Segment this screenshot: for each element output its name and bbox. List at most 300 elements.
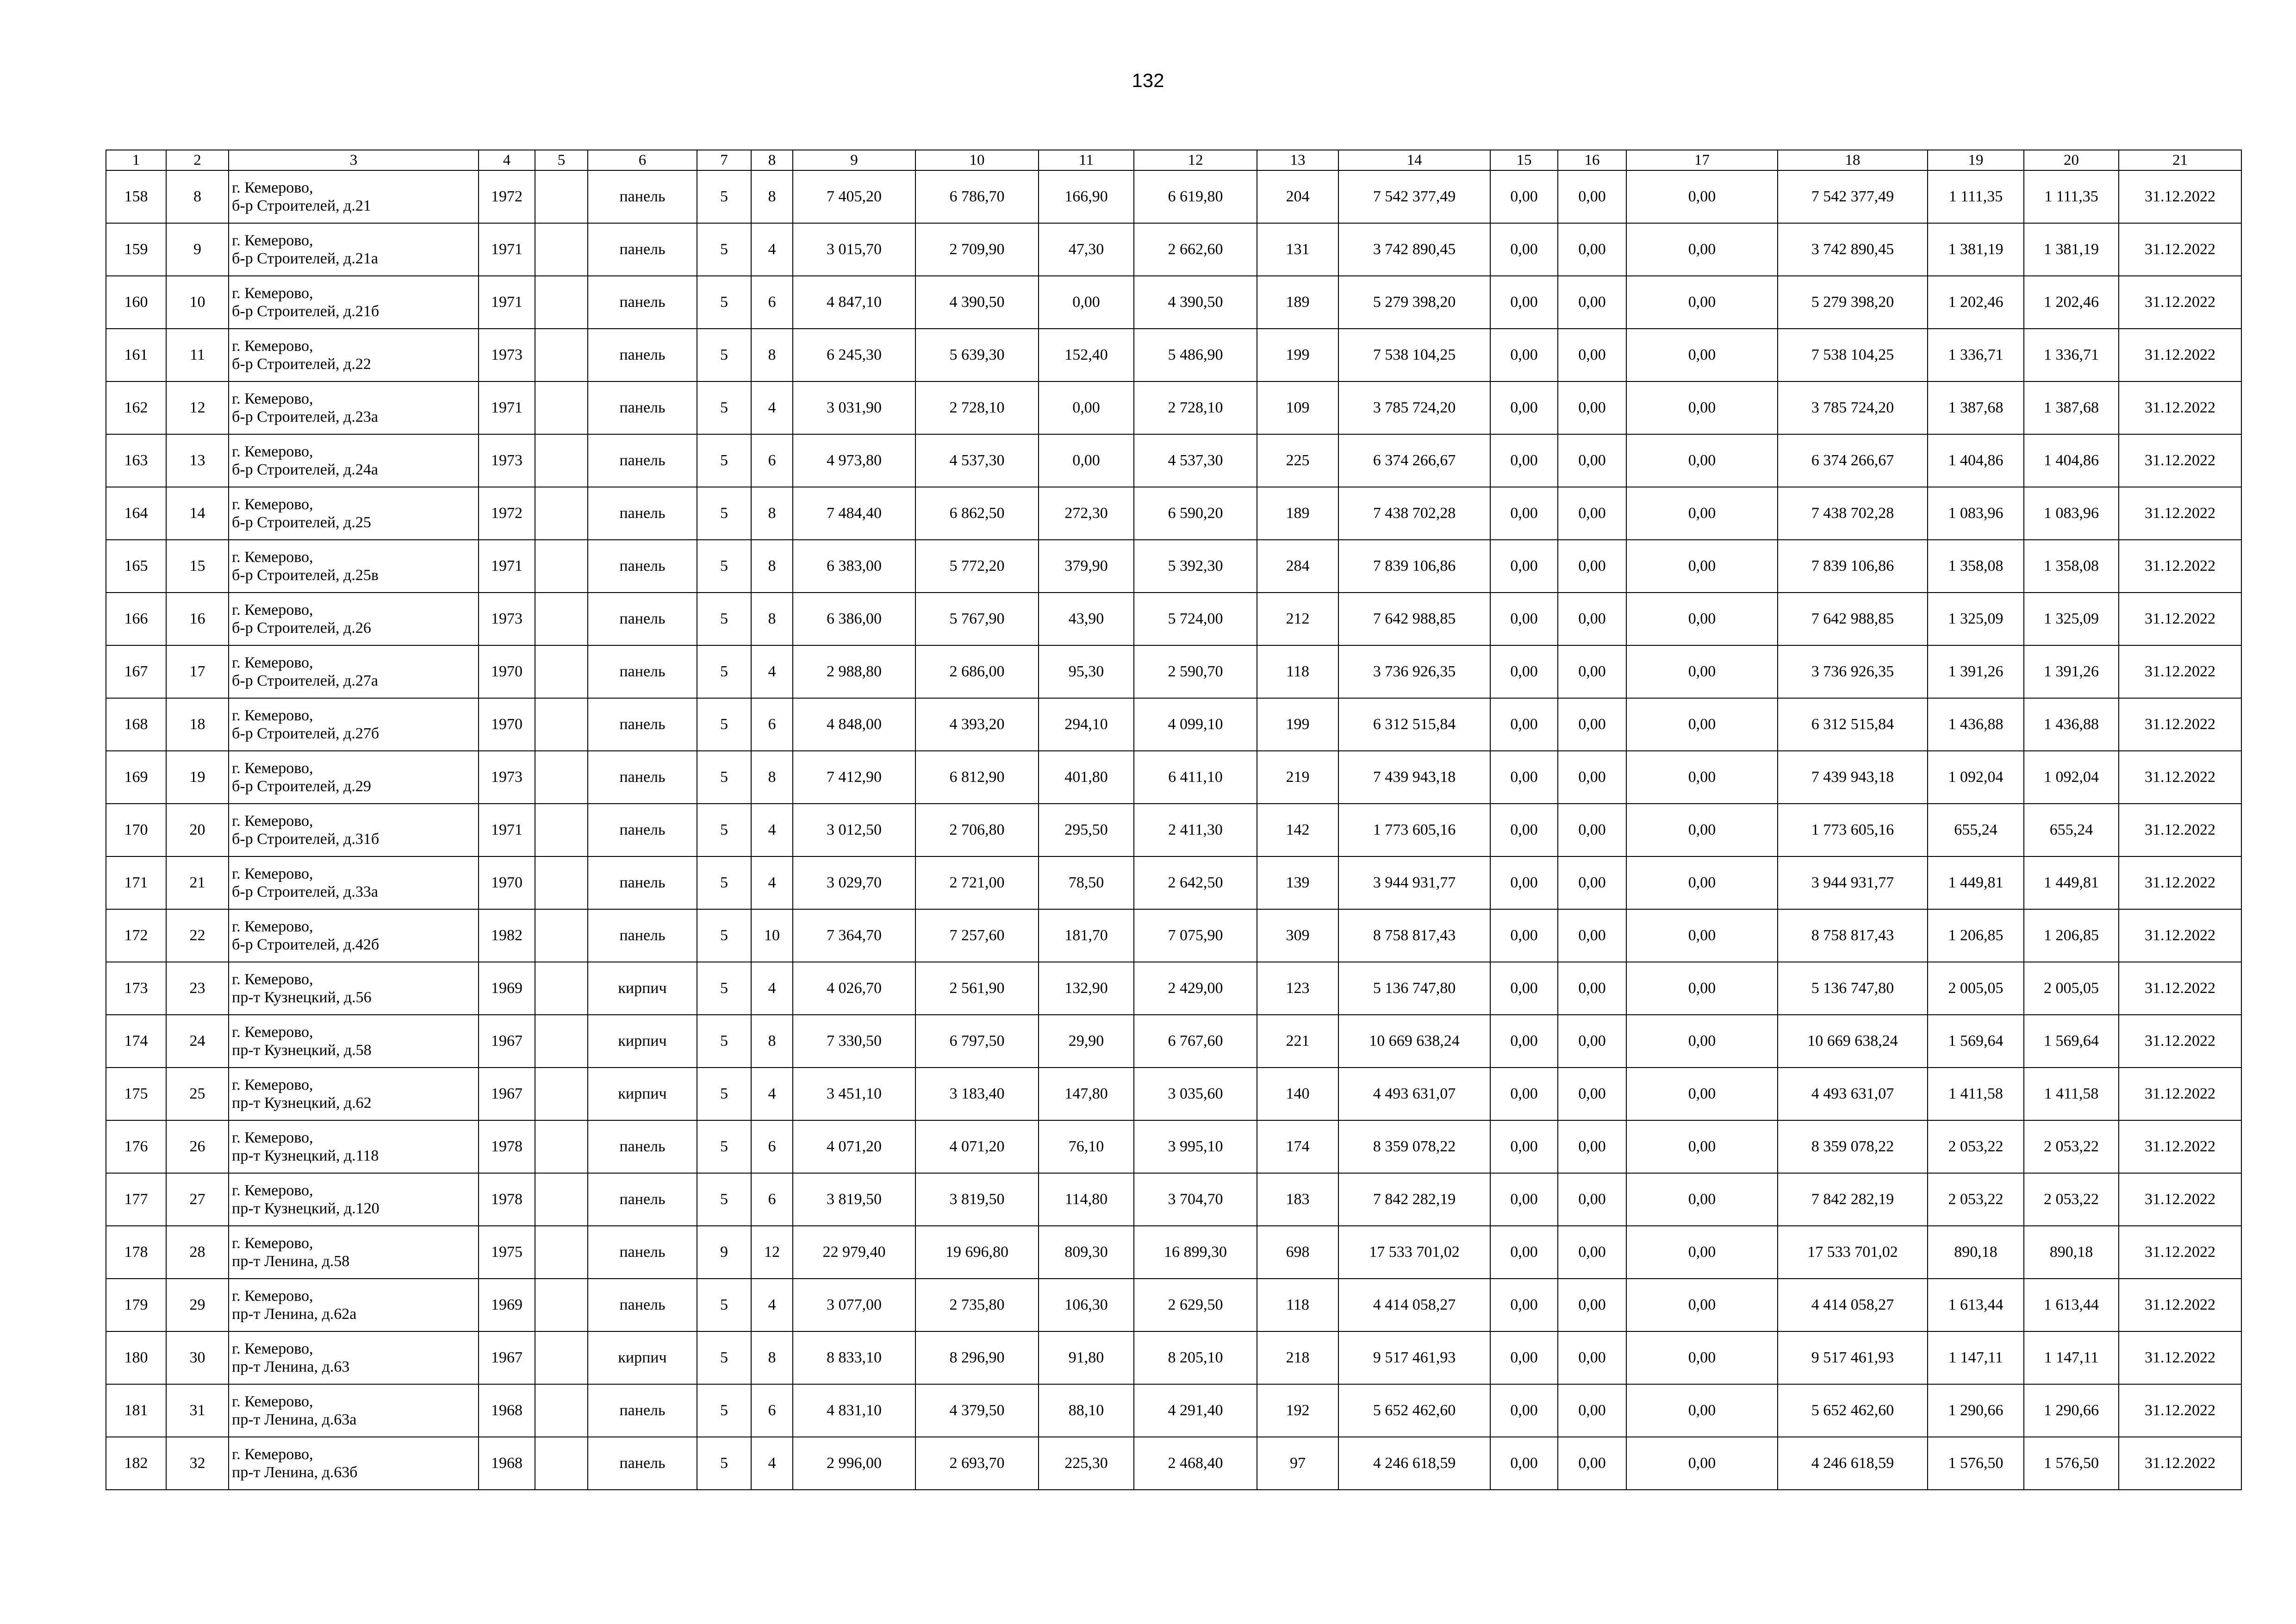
completion-date: 31.12.2022 xyxy=(2119,909,2241,962)
unit-cost: 2 053,22 xyxy=(1928,1120,2024,1173)
max-unit-cost: 1 111,35 xyxy=(2024,170,2119,223)
cell-col-5 xyxy=(535,1068,588,1120)
total-area: 2 988,80 xyxy=(793,645,915,698)
max-unit-cost: 1 336,71 xyxy=(2024,329,2119,381)
build-year: 1969 xyxy=(479,1279,535,1331)
row-number: 165 xyxy=(106,540,166,593)
item-number: 9 xyxy=(166,223,229,276)
residential-area: 4 537,30 xyxy=(1134,434,1257,487)
estimated-cost: 17 533 701,02 xyxy=(1338,1226,1490,1279)
item-number: 20 xyxy=(166,804,229,856)
build-year: 1982 xyxy=(479,909,535,962)
cell-col-5 xyxy=(535,856,588,909)
item-number: 15 xyxy=(166,540,229,593)
funds-federal: 0,00 xyxy=(1490,1331,1558,1384)
table-row xyxy=(106,1173,2241,1226)
max-unit-cost: 1 404,86 xyxy=(2024,434,2119,487)
premises-area: 6 862,50 xyxy=(915,487,1039,540)
funds-local: 0,00 xyxy=(1626,856,1778,909)
address-street: б-р Строителей, д.26 xyxy=(232,619,371,637)
entrances-count: 4 xyxy=(751,381,793,434)
total-area: 4 973,80 xyxy=(793,434,915,487)
build-year: 1971 xyxy=(479,540,535,593)
address-street: б-р Строителей, д.21а xyxy=(232,250,378,267)
floors-count: 5 xyxy=(697,540,751,593)
residents-count: 199 xyxy=(1257,329,1338,381)
address-cell xyxy=(229,487,479,540)
table-row xyxy=(106,434,2241,487)
table-row xyxy=(106,751,2241,804)
residential-area: 2 468,40 xyxy=(1134,1437,1257,1490)
address-city: г. Кемерово, xyxy=(232,179,313,196)
premises-area: 2 561,90 xyxy=(915,962,1039,1015)
total-area: 3 012,50 xyxy=(793,804,915,856)
premises-area: 6 797,50 xyxy=(915,1015,1039,1068)
funds-regional: 0,00 xyxy=(1558,1331,1626,1384)
common-area: 95,30 xyxy=(1039,645,1134,698)
floors-count: 5 xyxy=(697,804,751,856)
address-cell xyxy=(229,1173,479,1226)
entrances-count: 8 xyxy=(751,751,793,804)
funds-local: 0,00 xyxy=(1626,223,1778,276)
premises-area: 2 686,00 xyxy=(915,645,1039,698)
funds-regional: 0,00 xyxy=(1558,170,1626,223)
item-number: 8 xyxy=(166,170,229,223)
item-number: 30 xyxy=(166,1331,229,1384)
unit-cost: 1 111,35 xyxy=(1928,170,2024,223)
entrances-count: 6 xyxy=(751,276,793,329)
total-area: 4 848,00 xyxy=(793,698,915,751)
address-street: пр-т Кузнецкий, д.56 xyxy=(232,989,372,1006)
premises-area: 4 537,30 xyxy=(915,434,1039,487)
completion-date: 31.12.2022 xyxy=(2119,170,2241,223)
funds-owners: 6 312 515,84 xyxy=(1778,698,1928,751)
funds-federal: 0,00 xyxy=(1490,856,1558,909)
cell-col-5 xyxy=(535,540,588,593)
floors-count: 5 xyxy=(697,487,751,540)
address-city: г. Кемерово, xyxy=(232,812,313,830)
entrances-count: 4 xyxy=(751,1279,793,1331)
estimated-cost: 7 839 106,86 xyxy=(1338,540,1490,593)
entrances-count: 8 xyxy=(751,170,793,223)
floors-count: 5 xyxy=(697,1437,751,1490)
common-area: 225,30 xyxy=(1039,1437,1134,1490)
entrances-count: 12 xyxy=(751,1226,793,1279)
max-unit-cost: 1 147,11 xyxy=(2024,1331,2119,1384)
funds-regional: 0,00 xyxy=(1558,962,1626,1015)
estimated-cost: 5 652 462,60 xyxy=(1338,1384,1490,1437)
funds-regional: 0,00 xyxy=(1558,751,1626,804)
funds-regional: 0,00 xyxy=(1558,1279,1626,1331)
residents-count: 109 xyxy=(1257,381,1338,434)
funds-federal: 0,00 xyxy=(1490,487,1558,540)
floors-count: 9 xyxy=(697,1226,751,1279)
funds-federal: 0,00 xyxy=(1490,909,1558,962)
row-number: 176 xyxy=(106,1120,166,1173)
floors-count: 5 xyxy=(697,276,751,329)
address-city: г. Кемерово, xyxy=(232,706,313,724)
premises-area: 5 772,20 xyxy=(915,540,1039,593)
row-number: 160 xyxy=(106,276,166,329)
column-header: 21 xyxy=(2119,150,2241,170)
address-street: б-р Строителей, д.31б xyxy=(232,831,380,848)
total-area: 3 015,70 xyxy=(793,223,915,276)
funds-owners: 3 785 724,20 xyxy=(1778,381,1928,434)
funds-local: 0,00 xyxy=(1626,1120,1778,1173)
funds-federal: 0,00 xyxy=(1490,434,1558,487)
table-row xyxy=(106,909,2241,962)
address-city: г. Кемерово, xyxy=(232,970,313,988)
funds-federal: 0,00 xyxy=(1490,1173,1558,1226)
completion-date: 31.12.2022 xyxy=(2119,1437,2241,1490)
column-header: 6 xyxy=(588,150,697,170)
total-area: 7 330,50 xyxy=(793,1015,915,1068)
total-area: 4 847,10 xyxy=(793,276,915,329)
funds-federal: 0,00 xyxy=(1490,381,1558,434)
premises-area: 3 183,40 xyxy=(915,1068,1039,1120)
residential-area: 5 392,30 xyxy=(1134,540,1257,593)
unit-cost: 1 404,86 xyxy=(1928,434,2024,487)
wall-material: панель xyxy=(588,593,697,645)
column-header: 12 xyxy=(1134,150,1257,170)
funds-owners: 7 642 988,85 xyxy=(1778,593,1928,645)
wall-material: панель xyxy=(588,329,697,381)
residents-count: 139 xyxy=(1257,856,1338,909)
address-city: г. Кемерово, xyxy=(232,654,313,671)
residential-area: 3 704,70 xyxy=(1134,1173,1257,1226)
common-area: 181,70 xyxy=(1039,909,1134,962)
funds-owners: 5 279 398,20 xyxy=(1778,276,1928,329)
funds-owners: 8 359 078,22 xyxy=(1778,1120,1928,1173)
unit-cost: 1 083,96 xyxy=(1928,487,2024,540)
estimated-cost: 4 246 618,59 xyxy=(1338,1437,1490,1490)
max-unit-cost: 1 381,19 xyxy=(2024,223,2119,276)
address-street: пр-т Ленина, д.62а xyxy=(232,1305,357,1323)
total-area: 8 833,10 xyxy=(793,1331,915,1384)
funds-local: 0,00 xyxy=(1626,804,1778,856)
table-row xyxy=(106,1331,2241,1384)
item-number: 26 xyxy=(166,1120,229,1173)
build-year: 1975 xyxy=(479,1226,535,1279)
funds-owners: 17 533 701,02 xyxy=(1778,1226,1928,1279)
address-street: б-р Строителей, д.21б xyxy=(232,303,380,320)
row-number: 181 xyxy=(106,1384,166,1437)
build-year: 1967 xyxy=(479,1068,535,1120)
cell-col-5 xyxy=(535,1120,588,1173)
entrances-count: 4 xyxy=(751,1068,793,1120)
common-area: 166,90 xyxy=(1039,170,1134,223)
cell-col-5 xyxy=(535,1384,588,1437)
funds-regional: 0,00 xyxy=(1558,276,1626,329)
funds-federal: 0,00 xyxy=(1490,751,1558,804)
completion-date: 31.12.2022 xyxy=(2119,856,2241,909)
funds-owners: 5 652 462,60 xyxy=(1778,1384,1928,1437)
funds-regional: 0,00 xyxy=(1558,1068,1626,1120)
item-number: 21 xyxy=(166,856,229,909)
address-city: г. Кемерово, xyxy=(232,1340,313,1357)
estimated-cost: 7 439 943,18 xyxy=(1338,751,1490,804)
item-number: 24 xyxy=(166,1015,229,1068)
entrances-count: 8 xyxy=(751,1015,793,1068)
address-cell xyxy=(229,1279,479,1331)
column-header: 15 xyxy=(1490,150,1558,170)
residential-area: 2 411,30 xyxy=(1134,804,1257,856)
funds-regional: 0,00 xyxy=(1558,1120,1626,1173)
residents-count: 97 xyxy=(1257,1437,1338,1490)
max-unit-cost: 1 325,09 xyxy=(2024,593,2119,645)
total-area: 22 979,40 xyxy=(793,1226,915,1279)
unit-cost: 1 358,08 xyxy=(1928,540,2024,593)
address-cell xyxy=(229,698,479,751)
entrances-count: 6 xyxy=(751,434,793,487)
total-area: 2 996,00 xyxy=(793,1437,915,1490)
entrances-count: 4 xyxy=(751,804,793,856)
build-year: 1968 xyxy=(479,1384,535,1437)
row-number: 162 xyxy=(106,381,166,434)
entrances-count: 8 xyxy=(751,329,793,381)
residents-count: 218 xyxy=(1257,1331,1338,1384)
column-header: 9 xyxy=(793,150,915,170)
floors-count: 5 xyxy=(697,170,751,223)
address-street: пр-т Ленина, д.63а xyxy=(232,1411,357,1428)
build-year: 1968 xyxy=(479,1437,535,1490)
table-row xyxy=(106,593,2241,645)
cell-col-5 xyxy=(535,170,588,223)
residents-count: 183 xyxy=(1257,1173,1338,1226)
wall-material: панель xyxy=(588,1437,697,1490)
max-unit-cost: 1 202,46 xyxy=(2024,276,2119,329)
row-number: 182 xyxy=(106,1437,166,1490)
funds-regional: 0,00 xyxy=(1558,804,1626,856)
address-cell xyxy=(229,434,479,487)
residential-area: 2 429,00 xyxy=(1134,962,1257,1015)
item-number: 11 xyxy=(166,329,229,381)
address-city: г. Кемерово, xyxy=(232,443,313,460)
total-area: 7 364,70 xyxy=(793,909,915,962)
column-header: 8 xyxy=(751,150,793,170)
total-area: 3 029,70 xyxy=(793,856,915,909)
entrances-count: 6 xyxy=(751,698,793,751)
wall-material: панель xyxy=(588,856,697,909)
build-year: 1973 xyxy=(479,329,535,381)
cell-col-5 xyxy=(535,276,588,329)
completion-date: 31.12.2022 xyxy=(2119,487,2241,540)
estimated-cost: 10 669 638,24 xyxy=(1338,1015,1490,1068)
residential-area: 2 728,10 xyxy=(1134,381,1257,434)
funds-local: 0,00 xyxy=(1626,329,1778,381)
row-number: 177 xyxy=(106,1173,166,1226)
build-year: 1978 xyxy=(479,1173,535,1226)
funds-owners: 7 538 104,25 xyxy=(1778,329,1928,381)
item-number: 16 xyxy=(166,593,229,645)
max-unit-cost: 890,18 xyxy=(2024,1226,2119,1279)
unit-cost: 890,18 xyxy=(1928,1226,2024,1279)
funds-regional: 0,00 xyxy=(1558,1015,1626,1068)
entrances-count: 4 xyxy=(751,645,793,698)
address-street: б-р Строителей, д.29 xyxy=(232,778,371,795)
entrances-count: 8 xyxy=(751,1331,793,1384)
column-header: 2 xyxy=(166,150,229,170)
max-unit-cost: 1 576,50 xyxy=(2024,1437,2119,1490)
max-unit-cost: 2 053,22 xyxy=(2024,1120,2119,1173)
address-street: б-р Строителей, д.21 xyxy=(232,197,371,214)
residential-area: 2 629,50 xyxy=(1134,1279,1257,1331)
premises-area: 2 693,70 xyxy=(915,1437,1039,1490)
residential-area: 6 590,20 xyxy=(1134,487,1257,540)
total-area: 7 405,20 xyxy=(793,170,915,223)
wall-material: панель xyxy=(588,645,697,698)
funds-regional: 0,00 xyxy=(1558,1226,1626,1279)
max-unit-cost: 1 083,96 xyxy=(2024,487,2119,540)
address-cell xyxy=(229,909,479,962)
floors-count: 5 xyxy=(697,1279,751,1331)
entrances-count: 6 xyxy=(751,1120,793,1173)
wall-material: панель xyxy=(588,909,697,962)
funds-local: 0,00 xyxy=(1626,645,1778,698)
funds-owners: 1 773 605,16 xyxy=(1778,804,1928,856)
address-city: г. Кемерово, xyxy=(232,337,313,355)
item-number: 22 xyxy=(166,909,229,962)
table-row xyxy=(106,381,2241,434)
funds-local: 0,00 xyxy=(1626,1437,1778,1490)
max-unit-cost: 1 092,04 xyxy=(2024,751,2119,804)
cell-col-5 xyxy=(535,593,588,645)
residential-area: 6 767,60 xyxy=(1134,1015,1257,1068)
funds-local: 0,00 xyxy=(1626,1226,1778,1279)
completion-date: 31.12.2022 xyxy=(2119,434,2241,487)
row-number: 163 xyxy=(106,434,166,487)
max-unit-cost: 2 053,22 xyxy=(2024,1173,2119,1226)
cell-col-5 xyxy=(535,909,588,962)
funds-owners: 7 839 106,86 xyxy=(1778,540,1928,593)
total-area: 4 071,20 xyxy=(793,1120,915,1173)
cell-col-5 xyxy=(535,381,588,434)
funds-owners: 4 493 631,07 xyxy=(1778,1068,1928,1120)
wall-material: панель xyxy=(588,223,697,276)
funds-owners: 7 438 702,28 xyxy=(1778,487,1928,540)
unit-cost: 1 290,66 xyxy=(1928,1384,2024,1437)
address-street: пр-т Ленина, д.63б xyxy=(232,1464,358,1481)
row-number: 159 xyxy=(106,223,166,276)
funds-federal: 0,00 xyxy=(1490,1437,1558,1490)
row-number: 168 xyxy=(106,698,166,751)
cell-col-5 xyxy=(535,1226,588,1279)
table-row xyxy=(106,1015,2241,1068)
unit-cost: 1 391,26 xyxy=(1928,645,2024,698)
table-row xyxy=(106,962,2241,1015)
table-row xyxy=(106,856,2241,909)
total-area: 6 386,00 xyxy=(793,593,915,645)
wall-material: панель xyxy=(588,540,697,593)
row-number: 164 xyxy=(106,487,166,540)
funds-federal: 0,00 xyxy=(1490,1279,1558,1331)
table-row xyxy=(106,804,2241,856)
cell-col-5 xyxy=(535,1015,588,1068)
entrances-count: 10 xyxy=(751,909,793,962)
funds-federal: 0,00 xyxy=(1490,1226,1558,1279)
column-header: 14 xyxy=(1338,150,1490,170)
address-cell xyxy=(229,645,479,698)
address-street: б-р Строителей, д.23а xyxy=(232,408,378,425)
residential-area: 3 035,60 xyxy=(1134,1068,1257,1120)
column-number-row xyxy=(106,150,2241,170)
funds-regional: 0,00 xyxy=(1558,856,1626,909)
premises-area: 2 709,90 xyxy=(915,223,1039,276)
unit-cost: 1 436,88 xyxy=(1928,698,2024,751)
estimated-cost: 3 742 890,45 xyxy=(1338,223,1490,276)
premises-area: 2 735,80 xyxy=(915,1279,1039,1331)
address-cell xyxy=(229,1120,479,1173)
floors-count: 5 xyxy=(697,909,751,962)
residential-area: 3 995,10 xyxy=(1134,1120,1257,1173)
completion-date: 31.12.2022 xyxy=(2119,1015,2241,1068)
residents-count: 212 xyxy=(1257,593,1338,645)
common-area: 294,10 xyxy=(1039,698,1134,751)
residents-count: 284 xyxy=(1257,540,1338,593)
unit-cost: 1 576,50 xyxy=(1928,1437,2024,1490)
wall-material: панель xyxy=(588,276,697,329)
unit-cost: 1 147,11 xyxy=(1928,1331,2024,1384)
address-city: г. Кемерово, xyxy=(232,1076,313,1093)
residents-count: 192 xyxy=(1257,1384,1338,1437)
common-area: 88,10 xyxy=(1039,1384,1134,1437)
funds-local: 0,00 xyxy=(1626,381,1778,434)
address-street: пр-т Кузнецкий, д.118 xyxy=(232,1147,379,1164)
table-row xyxy=(106,645,2241,698)
address-street: б-р Строителей, д.33а xyxy=(232,883,378,900)
cell-col-5 xyxy=(535,1279,588,1331)
funds-regional: 0,00 xyxy=(1558,329,1626,381)
residential-area: 4 390,50 xyxy=(1134,276,1257,329)
funds-regional: 0,00 xyxy=(1558,909,1626,962)
funds-owners: 3 944 931,77 xyxy=(1778,856,1928,909)
residential-area: 5 724,00 xyxy=(1134,593,1257,645)
floors-count: 5 xyxy=(697,593,751,645)
address-cell xyxy=(229,381,479,434)
funds-regional: 0,00 xyxy=(1558,223,1626,276)
wall-material: панель xyxy=(588,1384,697,1437)
residents-count: 204 xyxy=(1257,170,1338,223)
build-year: 1970 xyxy=(479,645,535,698)
residents-count: 174 xyxy=(1257,1120,1338,1173)
total-area: 4 831,10 xyxy=(793,1384,915,1437)
premises-area: 2 721,00 xyxy=(915,856,1039,909)
funds-federal: 0,00 xyxy=(1490,645,1558,698)
entrances-count: 6 xyxy=(751,1384,793,1437)
premises-area: 2 728,10 xyxy=(915,381,1039,434)
floors-count: 5 xyxy=(697,1173,751,1226)
build-year: 1971 xyxy=(479,381,535,434)
floors-count: 5 xyxy=(697,751,751,804)
funds-federal: 0,00 xyxy=(1490,223,1558,276)
floors-count: 5 xyxy=(697,1120,751,1173)
funds-regional: 0,00 xyxy=(1558,1437,1626,1490)
premises-area: 19 696,80 xyxy=(915,1226,1039,1279)
funds-regional: 0,00 xyxy=(1558,381,1626,434)
wall-material: панель xyxy=(588,698,697,751)
estimated-cost: 8 758 817,43 xyxy=(1338,909,1490,962)
row-number: 172 xyxy=(106,909,166,962)
residential-area: 5 486,90 xyxy=(1134,329,1257,381)
max-unit-cost: 1 436,88 xyxy=(2024,698,2119,751)
wall-material: кирпич xyxy=(588,1015,697,1068)
residential-area: 2 590,70 xyxy=(1134,645,1257,698)
floors-count: 5 xyxy=(697,223,751,276)
funds-local: 0,00 xyxy=(1626,170,1778,223)
max-unit-cost: 1 613,44 xyxy=(2024,1279,2119,1331)
funds-federal: 0,00 xyxy=(1490,593,1558,645)
funds-owners: 9 517 461,93 xyxy=(1778,1331,1928,1384)
